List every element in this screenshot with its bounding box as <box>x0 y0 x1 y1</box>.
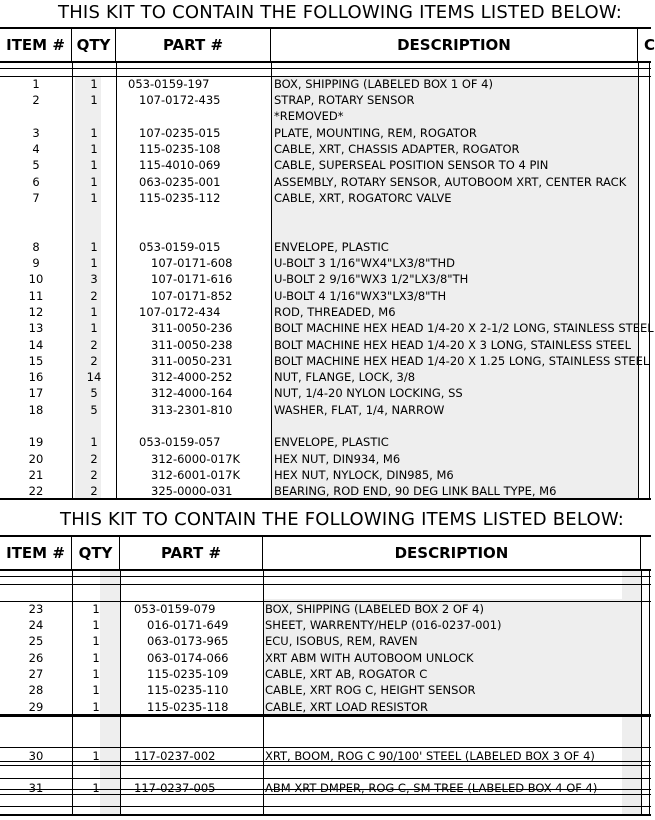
item-cell: 30 <box>28 749 44 763</box>
section2-title: THIS KIT TO CONTAIN THE FOLLOWING ITEMS LISTED BELOW: <box>60 509 625 530</box>
section2-header-row <box>0 535 651 571</box>
row-divider <box>0 806 651 807</box>
table-row <box>0 125 651 141</box>
qty-cell: 5 <box>90 403 98 417</box>
description-cell: BOLT MACHINE HEX HEAD 1/4-20 X 2-1/2 LONG, STAINLESS STEEL <box>274 321 654 335</box>
item-cell: 16 <box>28 370 44 384</box>
part-number-cell: 115-4010-069 <box>139 158 221 172</box>
header-part: PART # <box>116 29 271 61</box>
qty-cell: 1 <box>92 700 100 714</box>
part-number-cell: 115-0235-112 <box>139 191 221 205</box>
item-cell: 9 <box>32 256 40 270</box>
qty-cell: 2 <box>90 484 98 498</box>
row-divider <box>0 584 651 585</box>
header-description: DESCRIPTION <box>271 29 638 61</box>
description-cell: ENVELOPE, PLASTIC <box>274 435 389 449</box>
part-number-cell: 117-0237-002 <box>134 749 216 763</box>
table-row <box>0 337 651 353</box>
item-cell: 10 <box>28 272 44 286</box>
table-row <box>0 633 651 649</box>
description-cell: U-BOLT 2 9/16"WX3 1/2"LX3/8"TH <box>274 272 469 286</box>
item-cell: 4 <box>32 142 40 156</box>
row-divider <box>0 778 651 779</box>
header-description: DESCRIPTION <box>263 537 641 569</box>
part-number-cell <box>139 108 271 124</box>
part-number-cell: 312-4000-252 <box>151 370 233 384</box>
part-number-cell: 107-0172-434 <box>139 305 221 319</box>
item-cell: 28 <box>28 683 44 697</box>
description-cell: PLATE, MOUNTING, REM, ROGATOR <box>274 126 477 140</box>
header-qty: QTY <box>72 537 120 569</box>
item-cell: 15 <box>28 354 44 368</box>
qty-cell: 5 <box>90 386 98 400</box>
table-row <box>0 467 651 483</box>
item-cell: 25 <box>28 634 44 648</box>
qty-cell: 1 <box>90 93 98 107</box>
qty-cell <box>72 223 116 239</box>
part-number-cell <box>139 206 271 222</box>
table-row <box>0 174 651 190</box>
row-divider <box>0 576 651 577</box>
part-number-cell: 311-0050-236 <box>151 321 233 335</box>
table-bottom-border <box>0 814 651 816</box>
section1-header-row <box>0 27 655 63</box>
item-cell: 21 <box>28 468 44 482</box>
row-divider <box>0 716 651 717</box>
item-cell: 2 <box>32 93 40 107</box>
part-number-cell <box>139 223 271 239</box>
qty-cell: 1 <box>92 683 100 697</box>
part-number-cell: 325-0000-031 <box>151 484 233 498</box>
description-cell: BOX, SHIPPING (LABELED BOX 2 OF 4) <box>265 602 484 616</box>
item-cell: 13 <box>28 321 44 335</box>
table-row <box>0 320 654 336</box>
item-cell <box>0 223 72 239</box>
description-cell: ENVELOPE, PLASTIC <box>274 240 389 254</box>
qty-cell: 1 <box>90 158 98 172</box>
table-row <box>0 141 651 157</box>
part-number-cell: 053-0159-015 <box>139 240 221 254</box>
item-cell: 22 <box>28 484 44 498</box>
item-cell: 7 <box>32 191 40 205</box>
description-cell: NUT, 1/4-20 NYLON LOCKING, SS <box>274 386 463 400</box>
qty-cell: 2 <box>90 354 98 368</box>
qty-cell: 1 <box>92 602 100 616</box>
table-row <box>0 434 651 450</box>
header-qty: QTY <box>72 29 116 61</box>
item-cell <box>0 418 72 434</box>
header-item: ITEM # <box>0 29 72 61</box>
qty-cell: 1 <box>92 781 100 795</box>
qty-cell: 1 <box>90 305 98 319</box>
qty-cell: 1 <box>92 634 100 648</box>
section1-title: THIS KIT TO CONTAIN THE FOLLOWING ITEMS LISTED BELOW: <box>58 2 623 23</box>
part-number-cell: 311-0050-231 <box>151 354 233 368</box>
part-number-cell: 312-4000-164 <box>151 386 233 400</box>
qty-cell: 1 <box>92 618 100 632</box>
description-cell: STRAP, ROTARY SENSOR <box>274 93 415 107</box>
item-cell: 27 <box>28 667 44 681</box>
qty-cell: 1 <box>90 435 98 449</box>
part-number-cell: 107-0171-616 <box>151 272 233 286</box>
qty-cell <box>72 108 116 124</box>
qty-cell: 2 <box>90 338 98 352</box>
description-cell: BOLT MACHINE HEX HEAD 1/4-20 X 1.25 LONG, STAINLESS STEEL <box>274 354 650 368</box>
part-number-cell: 107-0171-608 <box>151 256 233 270</box>
table-row <box>0 255 651 271</box>
item-cell: 23 <box>28 602 44 616</box>
description-cell: ASSEMBLY, ROTARY SENSOR, AUTOBOOM XRT, CENTER RACK <box>274 175 627 189</box>
part-number-cell: 313-2301-810 <box>151 403 233 417</box>
part-number-cell: 053-0159-197 <box>128 77 210 91</box>
row-divider <box>0 68 651 69</box>
part-number-cell: 063-0174-066 <box>147 651 229 665</box>
item-cell: 14 <box>28 338 44 352</box>
part-number-cell: 312-6001-017K <box>151 468 241 482</box>
item-cell <box>0 206 72 222</box>
part-number-cell: 053-0159-057 <box>139 435 221 449</box>
part-number-cell: 107-0172-435 <box>139 93 221 107</box>
item-cell: 6 <box>32 175 40 189</box>
item-cell: 24 <box>28 618 44 632</box>
table-row <box>0 748 651 764</box>
description-cell: XRT ABM WITH AUTOBOOM UNLOCK <box>265 651 474 665</box>
description-cell: CABLE, XRT, ROGATORC VALVE <box>274 191 452 205</box>
qty-cell: 1 <box>90 191 98 205</box>
description-cell: U-BOLT 3 1/16"WX4"LX3/8"THD <box>274 256 455 270</box>
description-cell: HEX NUT, DIN934, M6 <box>274 452 401 466</box>
table-row <box>0 780 651 796</box>
item-cell: 18 <box>28 403 44 417</box>
item-cell <box>0 108 72 124</box>
table-row <box>0 108 651 124</box>
row-divider <box>0 765 651 766</box>
table-row <box>0 418 651 434</box>
qty-cell: 1 <box>92 651 100 665</box>
qty-cell: 2 <box>90 289 98 303</box>
description-cell <box>274 223 638 239</box>
description-cell: WASHER, FLAT, 1/4, NARROW <box>274 403 445 417</box>
qty-cell <box>72 418 116 434</box>
description-cell: *REMOVED* <box>274 109 344 123</box>
header-extra <box>641 537 651 569</box>
qty-cell: 1 <box>90 77 98 91</box>
part-number-cell: 063-0235-001 <box>139 175 221 189</box>
description-cell: U-BOLT 4 1/16"WX3"LX3/8"TH <box>274 289 447 303</box>
part-number-cell: 115-0235-118 <box>147 700 229 714</box>
table-row <box>0 682 651 698</box>
item-cell: 26 <box>28 651 44 665</box>
table-row <box>0 617 651 633</box>
part-number-cell: 311-0050-238 <box>151 338 233 352</box>
qty-cell: 1 <box>90 240 98 254</box>
item-cell: 19 <box>28 435 44 449</box>
part-number-cell: 115-0235-108 <box>139 142 221 156</box>
header-part: PART # <box>120 537 263 569</box>
table-row <box>0 239 651 255</box>
item-cell: 3 <box>32 126 40 140</box>
table-row <box>0 304 651 320</box>
table-row <box>0 402 651 418</box>
table-row <box>0 385 651 401</box>
table-row <box>0 271 651 287</box>
table-row <box>0 451 651 467</box>
qty-cell: 1 <box>90 126 98 140</box>
item-cell: 31 <box>28 781 44 795</box>
table-row <box>0 157 651 173</box>
description-cell: CABLE, SUPERSEAL POSITION SENSOR TO 4 PIN <box>274 158 549 172</box>
description-cell: CABLE, XRT ROG C, HEIGHT SENSOR <box>265 683 476 697</box>
part-number-cell: 053-0159-079 <box>134 602 216 616</box>
description-cell: NUT, FLANGE, LOCK, 3/8 <box>274 370 416 384</box>
header-item: ITEM # <box>0 537 72 569</box>
description-cell: CABLE, XRT AB, ROGATOR C <box>265 667 428 681</box>
description-cell <box>274 206 638 222</box>
item-cell: 17 <box>28 386 44 400</box>
part-number-cell <box>139 418 271 434</box>
table-row <box>0 92 651 108</box>
table-row <box>0 223 651 239</box>
table-row <box>0 190 651 206</box>
qty-cell: 2 <box>90 452 98 466</box>
part-number-cell: 107-0171-852 <box>151 289 233 303</box>
description-cell: BOLT MACHINE HEX HEAD 1/4-20 X 3 LONG, STAINLESS STEEL <box>274 338 631 352</box>
part-number-cell: 107-0235-015 <box>139 126 221 140</box>
table-row <box>0 483 651 499</box>
qty-cell: 1 <box>90 321 98 335</box>
description-cell: HEX NUT, NYLOCK, DIN985, M6 <box>274 468 454 482</box>
part-number-cell: 115-0235-109 <box>147 667 229 681</box>
table-row <box>0 601 651 617</box>
qty-cell: 1 <box>90 175 98 189</box>
table-row <box>0 650 651 666</box>
qty-cell: 14 <box>86 370 102 384</box>
item-cell: 20 <box>28 452 44 466</box>
part-number-cell: 115-0235-110 <box>147 683 229 697</box>
part-number-cell: 063-0173-965 <box>147 634 229 648</box>
item-cell: 5 <box>32 158 40 172</box>
qty-cell: 1 <box>90 256 98 270</box>
part-number-cell: 016-0171-649 <box>147 618 229 632</box>
description-cell: ROD, THREADED, M6 <box>274 305 396 319</box>
table-row <box>0 699 651 715</box>
table-row <box>0 76 651 92</box>
description-cell: BEARING, ROD END, 90 DEG LINK BALL TYPE, M6 <box>274 484 557 498</box>
table-row <box>0 369 651 385</box>
qty-cell: 3 <box>90 272 98 286</box>
description-cell: ECU, ISOBUS, REM, RAVEN <box>265 634 418 648</box>
qty-cell: 1 <box>92 749 100 763</box>
part-number-cell: 117-0237-005 <box>134 781 216 795</box>
item-cell: 12 <box>28 305 44 319</box>
qty-cell: 1 <box>90 142 98 156</box>
item-cell: 1 <box>32 77 40 91</box>
qty-cell: 1 <box>92 667 100 681</box>
description-cell: BOX, SHIPPING (LABELED BOX 1 OF 4) <box>274 77 493 91</box>
description-cell: CABLE, XRT LOAD RESISTOR <box>265 700 429 714</box>
description-cell: SHEET, WARRENTY/HELP (016-0237-001) <box>265 618 502 632</box>
qty-cell: 2 <box>90 468 98 482</box>
table-row <box>0 206 651 222</box>
table-row <box>0 666 651 682</box>
description-cell: XRT, BOOM, ROG C 90/100' STEEL (LABELED BOX 3 OF 4) <box>265 749 595 763</box>
part-number-cell: 312-6000-017K <box>151 452 241 466</box>
item-cell: 11 <box>28 289 44 303</box>
item-cell: 29 <box>28 700 44 714</box>
section2-table-body <box>0 571 651 816</box>
qty-cell <box>72 206 116 222</box>
description-cell: ABM XRT DMPER, ROG C, SM TREE (LABELED BOX 4 OF 4) <box>265 781 598 795</box>
header-extra: C <box>644 36 655 54</box>
table-row <box>0 288 651 304</box>
description-cell: CABLE, XRT, CHASSIS ADAPTER, ROGATOR <box>274 142 520 156</box>
section1-table-body <box>0 63 654 499</box>
table-row <box>0 353 651 369</box>
description-cell <box>274 418 638 434</box>
item-cell: 8 <box>32 240 40 254</box>
